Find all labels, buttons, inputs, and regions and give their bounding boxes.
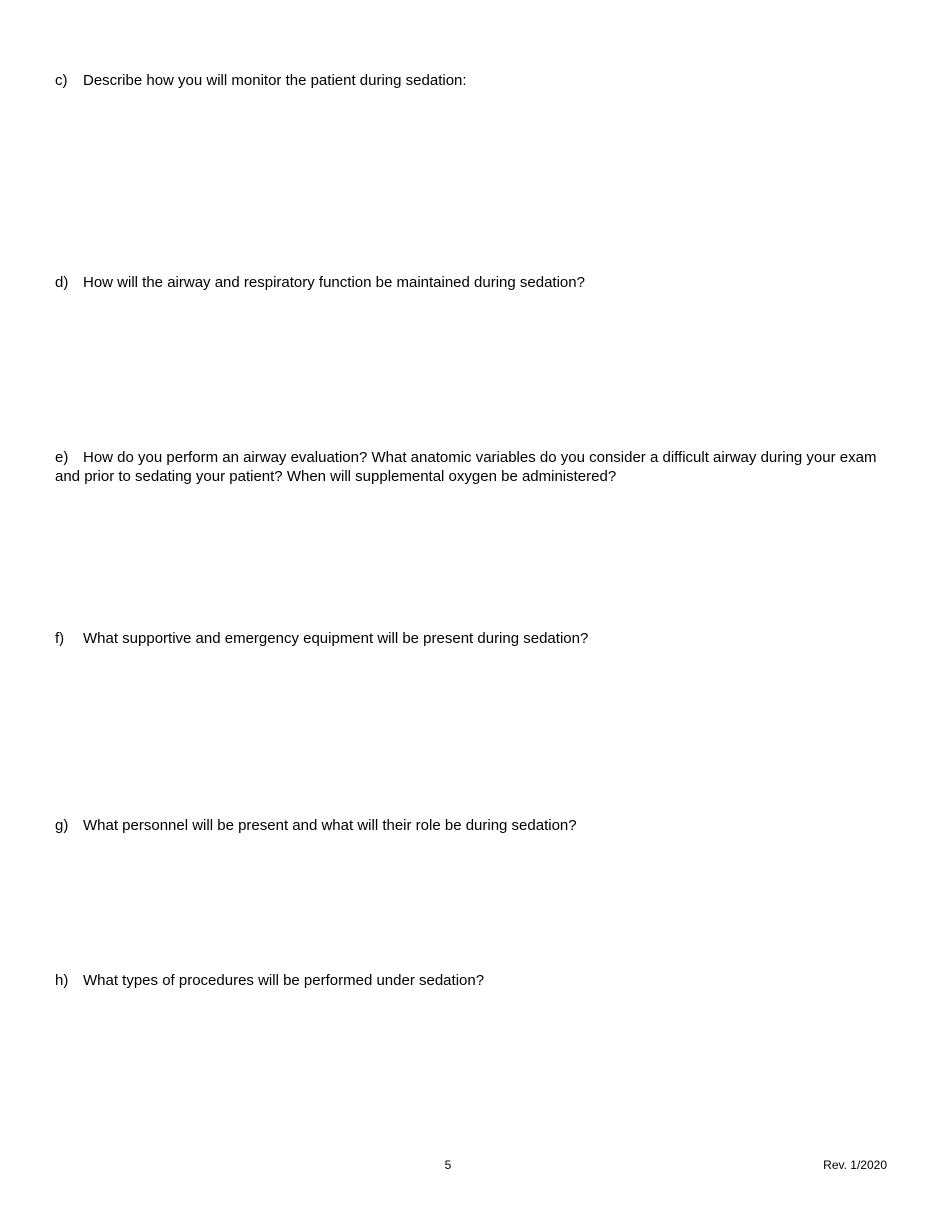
question-text: Describe how you will monitor the patient during sedation: [83, 72, 467, 89]
question-label: e) [55, 449, 69, 466]
question-label: h) [55, 972, 69, 989]
question-text: How will the airway and respiratory function be maintained during sedation? [83, 274, 585, 291]
question-f [55, 629, 588, 648]
question-text: How do you perform an airway evaluation? What anatomic variables do you consider a difficult airway during your exam and prior to sedating your patient? When will supplemental oxygen be administered? [55, 449, 877, 485]
question-text: What types of procedures will be performed under sedation? [83, 972, 485, 989]
revision-label: Rev. 1/2020 [823, 1158, 887, 1172]
question-label: g) [55, 817, 69, 834]
question-c [55, 71, 467, 90]
question-e [55, 448, 905, 486]
question-h [55, 971, 484, 990]
question-g [55, 816, 577, 835]
question-label: d) [55, 274, 69, 291]
question-label: c) [55, 72, 68, 89]
page-number: 5 [444, 1158, 452, 1172]
question-text: What supportive and emergency equipment will be present during sedation? [83, 630, 589, 647]
question-text: What personnel will be present and what will their role be during sedation? [83, 817, 577, 834]
question-label: f) [55, 630, 65, 647]
question-d [55, 273, 585, 292]
